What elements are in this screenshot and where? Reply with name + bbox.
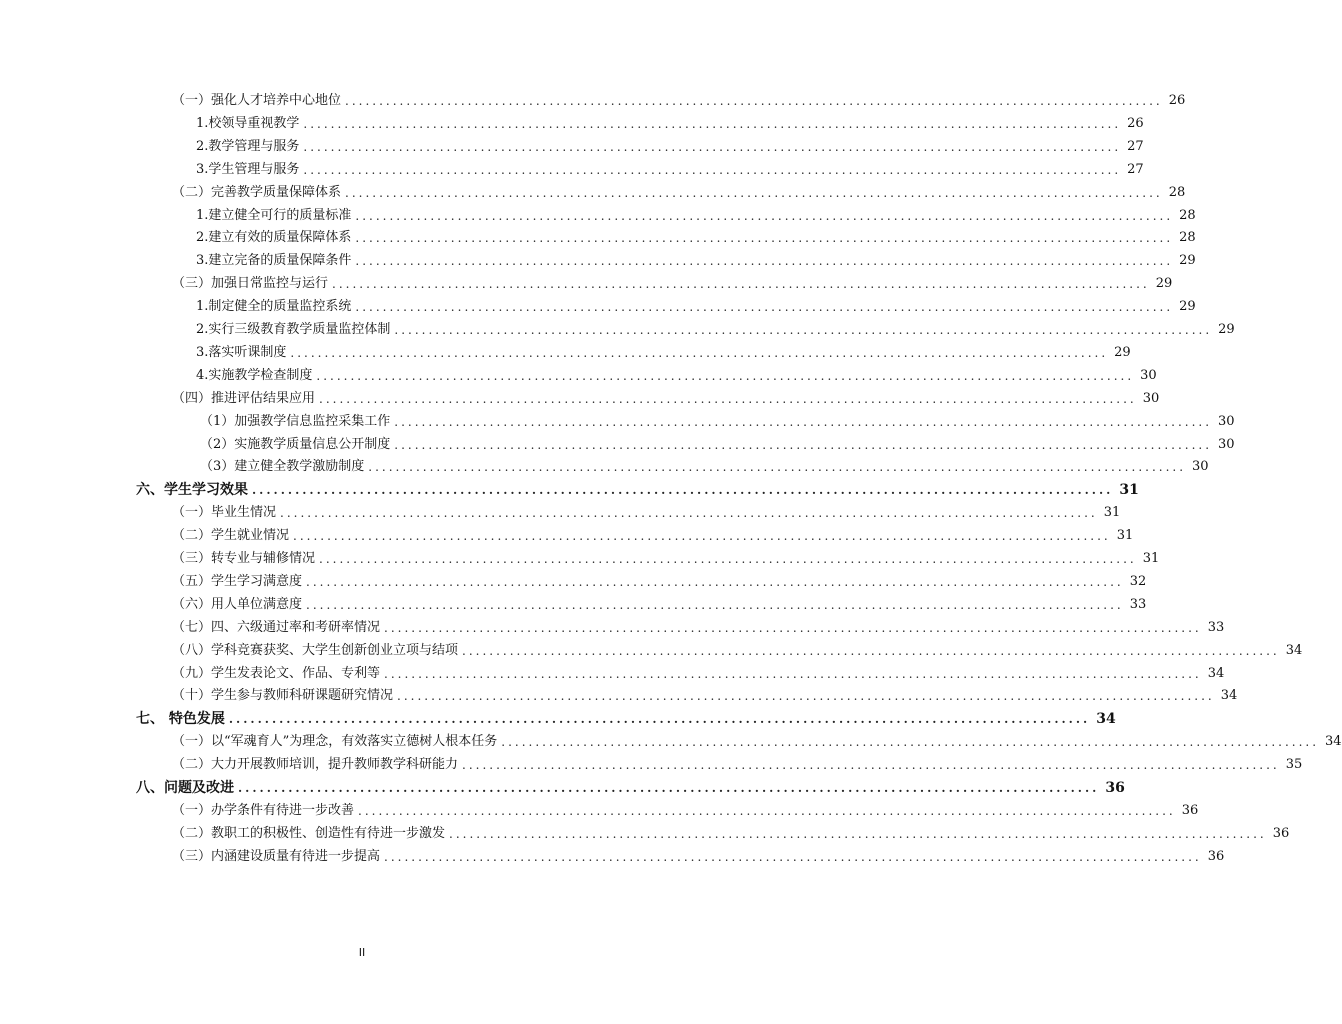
toc-entry[interactable] [0, 594, 1147, 616]
toc-entry[interactable] [0, 731, 1342, 753]
toc-entry-page: 28 [1179, 207, 1196, 223]
toc-entry-page: 30 [1192, 459, 1209, 475]
toc-leader-dots: ........................................................................................................................ [368, 460, 1187, 475]
toc-entry-page: 29 [1114, 344, 1131, 360]
toc-entry-page: 30 [1142, 390, 1160, 406]
toc-entry-page: 35 [1285, 757, 1303, 773]
toc-entry[interactable] [0, 640, 1303, 662]
toc-entry[interactable] [0, 502, 1121, 524]
toc-leader-dots: ........................................................................................................................ [355, 208, 1174, 223]
toc-entry[interactable] [0, 823, 1290, 845]
toc-entry[interactable] [0, 685, 1238, 707]
toc-entry[interactable] [0, 113, 1144, 135]
toc-entry-page: 29 [1179, 299, 1196, 315]
toc-entry-page: 33 [1129, 596, 1147, 612]
toc-entry-page: 31 [1103, 505, 1121, 521]
toc-entry[interactable] [0, 136, 1144, 158]
toc-entry[interactable] [0, 273, 1173, 295]
toc-entry-title: （三）加强日常监控与运行 [172, 276, 329, 292]
toc-leader-dots: ........................................................................................................................ [290, 345, 1109, 360]
toc-entry[interactable] [0, 571, 1147, 593]
toc-leader-dots: ........................................................................................................................ [303, 116, 1122, 131]
toc-entry[interactable] [0, 708, 1116, 730]
toc-leader-dots: ........................................................................................................................ [384, 666, 1202, 681]
toc-entry[interactable] [0, 182, 1186, 204]
toc-entry[interactable] [0, 456, 1209, 478]
toc-entry[interactable] [0, 296, 1196, 318]
toc-entry[interactable] [0, 250, 1196, 272]
toc-leader-dots: ........................................................................................................................ [384, 620, 1202, 635]
toc-leader-dots: ........................................................................................................................ [462, 643, 1280, 658]
toc-entry-page: 30 [1218, 413, 1235, 429]
toc-entry-title: （二）大力开展教师培训，提升教师教学科研能力 [172, 757, 459, 773]
toc-entry[interactable] [0, 319, 1235, 341]
toc-entry-page: 36 [1105, 780, 1125, 796]
toc-leader-dots: ........................................................................................................................ [355, 300, 1174, 315]
toc-entry-title: 3.学生管理与服务 [196, 161, 300, 177]
toc-entry-title: （一）以“军魂育人”为理念，有效落实立德树人根本任务 [172, 734, 498, 750]
toc-entry-title: 八、问题及改进 [136, 780, 234, 796]
toc-entry-page: 29 [1218, 322, 1235, 337]
toc-leader-dots: ........................................................................................................................ [358, 803, 1176, 818]
toc-entry-page: 32 [1129, 573, 1147, 589]
toc-entry-title: 4.实施教学检查制度 [196, 367, 313, 383]
toc-entry-title: （二）完善教学质量保障体系 [172, 184, 342, 200]
toc-entry-page: 27 [1127, 161, 1144, 177]
toc-entry-title: （一）毕业生情况 [172, 505, 277, 521]
toc-entry-title: （一）强化人才培养中心地位 [172, 93, 342, 108]
toc-leader-dots: ........................................................................................................................ [306, 574, 1124, 589]
toc-entry[interactable] [0, 159, 1144, 181]
toc-leader-dots: ........................................................................................................................ [384, 849, 1202, 864]
toc-leader-dots: ........................................................................................................................ [319, 552, 1137, 566]
toc-leader-dots: ........................................................................................................................ [303, 162, 1122, 177]
toc-entry-title: （三）内涵建设质量有待进一步提高 [172, 848, 381, 864]
toc-entry-title: 1.制定健全的质量监控系统 [196, 299, 352, 315]
toc-leader-dots: ........................................................................................................................ [332, 277, 1150, 292]
toc-entry[interactable] [0, 754, 1303, 776]
toc-entry-page: 36 [1207, 848, 1225, 864]
toc-entry-title: （2）实施教学质量信息公开制度 [200, 436, 391, 452]
toc-entry[interactable] [0, 205, 1196, 227]
toc-entry-page: 36 [1272, 825, 1290, 841]
toc-entry[interactable] [0, 342, 1131, 364]
toc-entry-title: （五）学生学习满意度 [172, 573, 303, 589]
toc-entry-title: 3.落实听课制度 [196, 344, 287, 360]
toc-leader-dots: ........................................................................................................................ [355, 254, 1174, 269]
toc-entry-title: （1）加强教学信息监控采集工作 [200, 413, 391, 429]
toc-entry-page: 29 [1155, 276, 1173, 292]
toc-entry[interactable] [0, 846, 1225, 868]
toc-entry-title: 七、 特色发展 [136, 711, 225, 728]
toc-leader-dots: ........................................................................................................................ [449, 826, 1267, 841]
toc-entry-title: （三）转专业与辅修情况 [172, 551, 316, 566]
toc-entry-page: 30 [1218, 436, 1235, 452]
toc-entry[interactable] [0, 411, 1235, 433]
toc-entry-page: 30 [1140, 367, 1157, 383]
toc-entry[interactable] [0, 227, 1196, 249]
toc-entry-title: （八）学科竞赛获奖、大学生创新创业立项与结项 [172, 642, 459, 658]
toc-entry-page: 31 [1142, 551, 1160, 566]
toc-entry-page: 34 [1207, 665, 1225, 681]
toc-entry-page: 26 [1168, 93, 1186, 108]
toc-entry-title: 2.实行三级教育教学质量监控体制 [196, 322, 391, 337]
toc-entry-title: （十）学生参与教师科研课题研究情况 [172, 688, 394, 704]
toc-entry-title: 3.建立完备的质量保障条件 [196, 253, 352, 269]
toc-leader-dots: ........................................................................................................................ [394, 437, 1213, 452]
toc-leader-dots: ........................................................................................................................ [306, 597, 1124, 612]
toc-entry-title: （二）学生就业情况 [172, 528, 290, 544]
toc-entry-page: 26 [1127, 115, 1144, 131]
toc-leader-dots: ........................................................................................................................ [303, 139, 1122, 154]
toc-entry-title: （3）建立健全教学激励制度 [200, 459, 365, 475]
toc-leader-dots: ........................................................................................................................ [394, 414, 1213, 429]
toc-entry[interactable] [0, 388, 1160, 410]
toc-entry-page: 34 [1096, 711, 1116, 728]
toc-entry-page: 28 [1168, 184, 1186, 200]
toc-entry[interactable] [0, 525, 1134, 547]
toc-entry-title: （一）办学条件有待进一步改善 [172, 802, 355, 818]
toc-leader-dots: ........................................................................................................................ [238, 781, 1100, 795]
toc-leader-dots: ........................................................................................................................ [394, 323, 1213, 337]
toc-entry-page: 29 [1179, 253, 1196, 269]
toc-entry[interactable] [0, 777, 1125, 799]
toc-entry-page: 27 [1127, 138, 1144, 154]
toc-leader-dots: ........................................................................................................................ [397, 689, 1215, 704]
toc-entry[interactable] [0, 548, 1160, 570]
toc-entry-page: 31 [1116, 528, 1134, 544]
toc-entry-title: 2.教学管理与服务 [196, 138, 300, 154]
toc-entry-title: 1.校领导重视教学 [196, 115, 300, 131]
toc-entry-title: 六、学生学习效果 [136, 482, 248, 499]
toc-entry[interactable] [0, 90, 1186, 112]
toc-entry-page: 34 [1325, 734, 1342, 750]
toc-entry-page: 36 [1181, 802, 1199, 818]
toc-entry[interactable] [0, 365, 1157, 387]
toc-leader-dots: ........................................................................................................................ [345, 94, 1163, 108]
toc-leader-dots: ........................................................................................................................ [319, 391, 1137, 406]
toc-leader-dots: ........................................................................................................................ [280, 506, 1098, 521]
toc-entry[interactable] [0, 617, 1225, 639]
page-number: II [358, 946, 366, 959]
toc-entry-title: （六）用人单位满意度 [172, 596, 303, 612]
toc-entry-title: 2.建立有效的质量保障体系 [196, 230, 352, 246]
toc-entry[interactable] [0, 800, 1199, 822]
toc-entry[interactable] [0, 479, 1139, 501]
toc-entry-page: 34 [1220, 688, 1238, 704]
toc-entry-title: （二）教职工的积极性、创造性有待进一步激发 [172, 825, 446, 841]
toc-entry-title: 1.建立健全可行的质量标准 [196, 207, 352, 223]
toc-entry-page: 34 [1285, 642, 1303, 658]
toc-entry-title: （九）学生发表论文、作品、专利等 [172, 665, 381, 681]
toc-leader-dots: ........................................................................................................................ [501, 735, 1320, 750]
toc-entry-title: （七）四、六级通过率和考研率情况 [172, 619, 381, 635]
toc-leader-dots: ........................................................................................................................ [462, 758, 1280, 773]
toc-entry-page: 28 [1179, 230, 1196, 246]
toc-entry[interactable] [0, 663, 1225, 685]
toc-leader-dots: ........................................................................................................................ [345, 185, 1163, 200]
toc-entry[interactable] [0, 434, 1235, 456]
toc-leader-dots: ........................................................................................................................ [228, 712, 1091, 727]
toc-entry-title: （四）推进评估结果应用 [172, 390, 316, 406]
toc-leader-dots: ........................................................................................................................ [293, 529, 1111, 544]
toc-leader-dots: ........................................................................................................................ [355, 231, 1174, 246]
toc-leader-dots: ........................................................................................................................ [316, 368, 1135, 383]
toc-entry-page: 31 [1119, 482, 1139, 499]
toc-entry-page: 33 [1207, 619, 1225, 635]
toc-leader-dots: ........................................................................................................................ [252, 483, 1114, 498]
